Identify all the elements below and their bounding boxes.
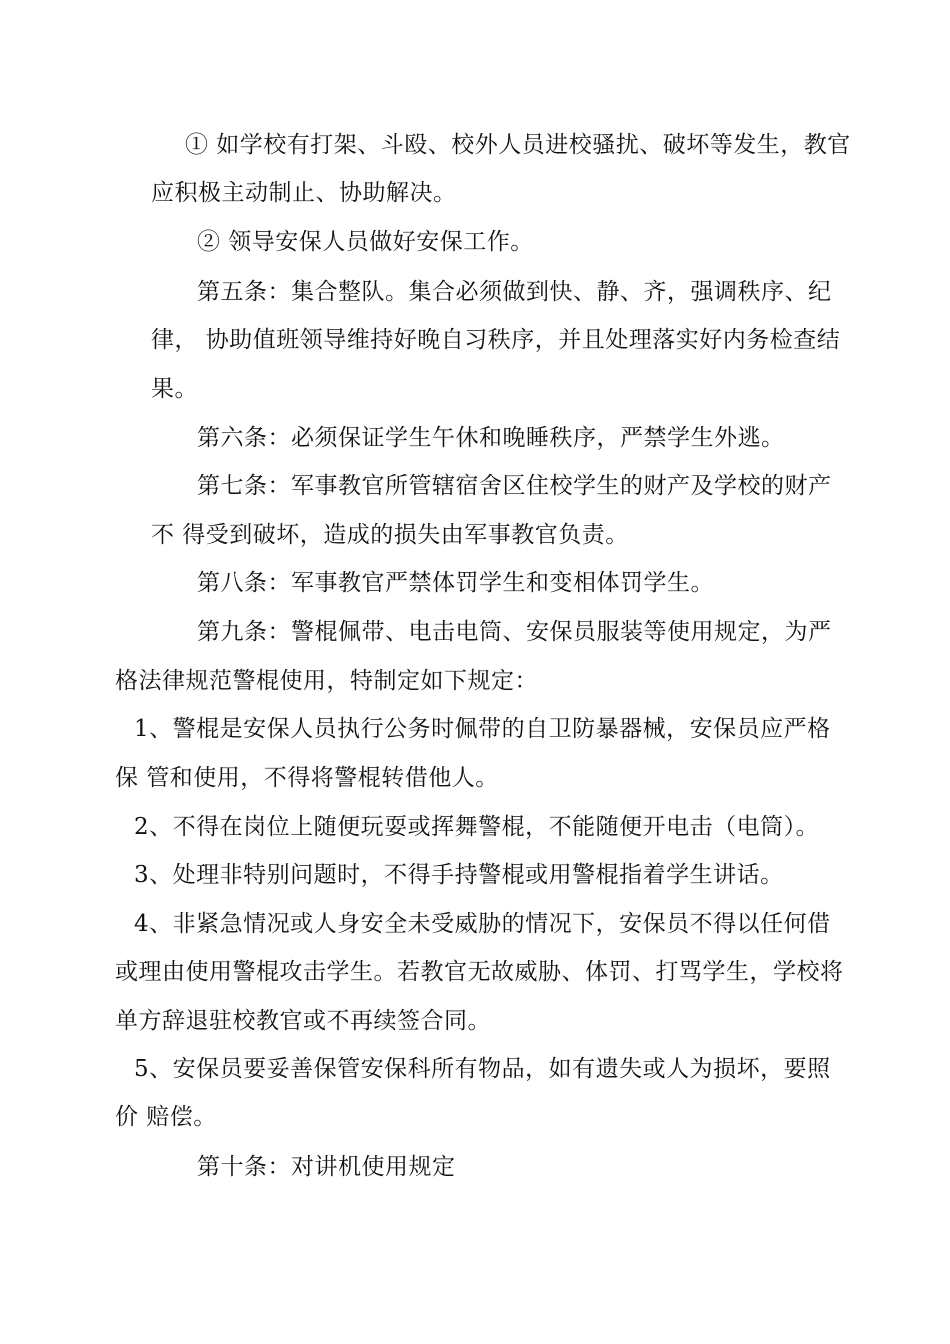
paragraph-line: 1、警棍是安保人员执行公务时佩带的自卫防暴器械，安保员应严格 xyxy=(134,716,831,742)
paragraph-line: 律， 协助值班领导维持好晚自习秩序，并且处理落实好内务检查结 xyxy=(151,327,841,353)
paragraph-line: 4、非紧急情况或人身安全未受威胁的情况下，安保员不得以任何借 xyxy=(134,911,831,937)
paragraph-line: 第五条：集合整队。集合必须做到快、静、齐，强调秩序、纪 xyxy=(197,279,832,305)
paragraph-line: 单方辞退驻校教官或不再续签合同。 xyxy=(115,1008,491,1034)
paragraph-line: ② 领导安保人员做好安保工作。 xyxy=(197,229,534,255)
paragraph-line: 3、处理非特别问题时，不得手持警棍或用警棍指着学生讲话。 xyxy=(134,862,784,888)
paragraph-line: 第七条：军事教官所管辖宿舍区住校学生的财产及学校的财产 xyxy=(197,473,832,499)
section-heading: 第十条：对讲机使用规定 xyxy=(197,1154,456,1180)
paragraph-line: 果。 xyxy=(151,376,198,402)
paragraph-line: 第六条：必须保证学生午休和晚睡秩序，严禁学生外逃。 xyxy=(197,425,785,451)
paragraph-line: 或理由使用警棍攻击学生。若教官无故威胁、体罚、打骂学生，学校将 xyxy=(115,959,844,985)
paragraph-line: 保 管和使用，不得将警棍转借他人。 xyxy=(115,765,499,791)
paragraph-line: 不 得受到破坏，造成的损失由军事教官负责。 xyxy=(151,522,629,548)
paragraph-line: 第八条：军事教官严禁体罚学生和变相体罚学生。 xyxy=(197,570,714,596)
paragraph-line: 价 赔偿。 xyxy=(115,1104,217,1130)
paragraph-line: 第九条：警棍佩带、电击电筒、安保员服装等使用规定，为严 xyxy=(197,619,832,645)
paragraph-line: ① 如学校有打架、斗殴、校外人员进校骚扰、破坏等发生，教官 xyxy=(185,132,851,158)
paragraph-line: 格法律规范警棍使用，特制定如下规定： xyxy=(115,668,538,694)
paragraph-line: 应积极主动制止、协助解决。 xyxy=(151,180,457,206)
paragraph-line: 5、安保员要妥善保管安保科所有物品，如有遗失或人为损坏，要照 xyxy=(134,1056,831,1082)
paragraph-line: 2、不得在岗位上随便玩耍或挥舞警棍，不能随便开电击（电筒）。 xyxy=(134,814,820,840)
